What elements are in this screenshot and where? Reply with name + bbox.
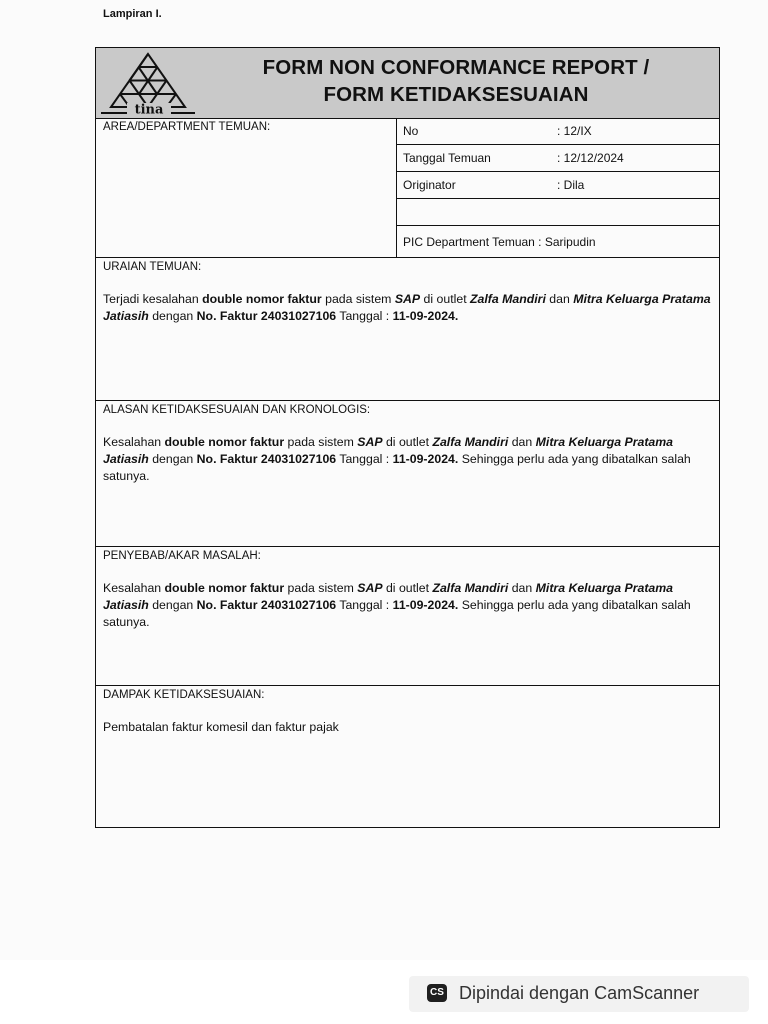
camscanner-text: Dipindai dengan CamScanner: [459, 983, 700, 1003]
alasan-section: [96, 401, 719, 547]
form-title: [196, 54, 716, 108]
pic-row: [397, 226, 719, 257]
form-title-line2: FORM KETIDAKSESUAIAN: [323, 83, 589, 106]
originator-label: Originator: [403, 178, 456, 192]
no-value: : 12/IX: [557, 124, 592, 138]
no-label: No: [403, 124, 419, 138]
dampak-label: DAMPAK KETIDAKSESUAIAN:: [103, 689, 265, 701]
originator-value: : Dila: [557, 178, 585, 192]
uraian-label: URAIAN TEMUAN:: [103, 261, 202, 273]
info-section: [96, 118, 719, 258]
pic-text: PIC Department Temuan : Saripudin: [403, 235, 596, 249]
attachment-label: Lampiran I.: [103, 8, 162, 20]
tanggal-label: Tanggal Temuan: [403, 151, 491, 165]
empty-row: [397, 199, 719, 226]
dampak-section: [96, 686, 719, 827]
originator-row: [397, 172, 719, 199]
penyebab-label: PENYEBAB/AKAR MASALAH:: [103, 550, 261, 562]
camscanner-watermark: [409, 976, 749, 1012]
camscanner-icon: CS: [427, 984, 447, 1002]
alasan-label: ALASAN KETIDAKSESUAIAN DAN KRONOLOGIS:: [103, 404, 371, 416]
uraian-section: [96, 258, 719, 401]
uraian-text: Terjadi kesalahan double nomor faktur pada sistem SAP di outlet Zalfa Mandiri dan Mitra Keluarga Pratama Jatiasih dengan No. Faktur 24031027106 Tanggal : 11-09-2024.: [103, 292, 711, 323]
tina-logo: [99, 51, 197, 115]
no-row: [397, 118, 719, 145]
tanggal-row: [397, 145, 719, 172]
tanggal-value: : 12/12/2024: [557, 151, 624, 165]
logo-text: tina: [134, 102, 164, 115]
area-department-cell: [96, 118, 397, 257]
dampak-text: Pembatalan faktur komesil dan faktur pajak: [103, 720, 339, 734]
penyebab-section: [96, 547, 719, 686]
form-header: [96, 48, 719, 119]
penyebab-text: Kesalahan double nomor faktur pada sistem SAP di outlet Zalfa Mandiri dan Mitra Keluarga Pratama Jatiasih dengan No. Faktur 24031027106 Tanggal : 11-09-2024. Sehingga perlu ada yang dibatalkan salah satunya.: [103, 581, 691, 629]
nonconformance-form: [95, 47, 720, 828]
alasan-text: Kesalahan double nomor faktur pada sistem SAP di outlet Zalfa Mandiri dan Mitra Keluarga Pratama Jatiasih dengan No. Faktur 24031027106 Tanggal : 11-09-2024. Sehingga perlu ada yang dibatalkan salah satunya.: [103, 435, 691, 483]
area-department-label: AREA/DEPARTMENT TEMUAN:: [103, 121, 271, 133]
form-title-line1: FORM NON CONFORMANCE REPORT /: [262, 56, 650, 79]
